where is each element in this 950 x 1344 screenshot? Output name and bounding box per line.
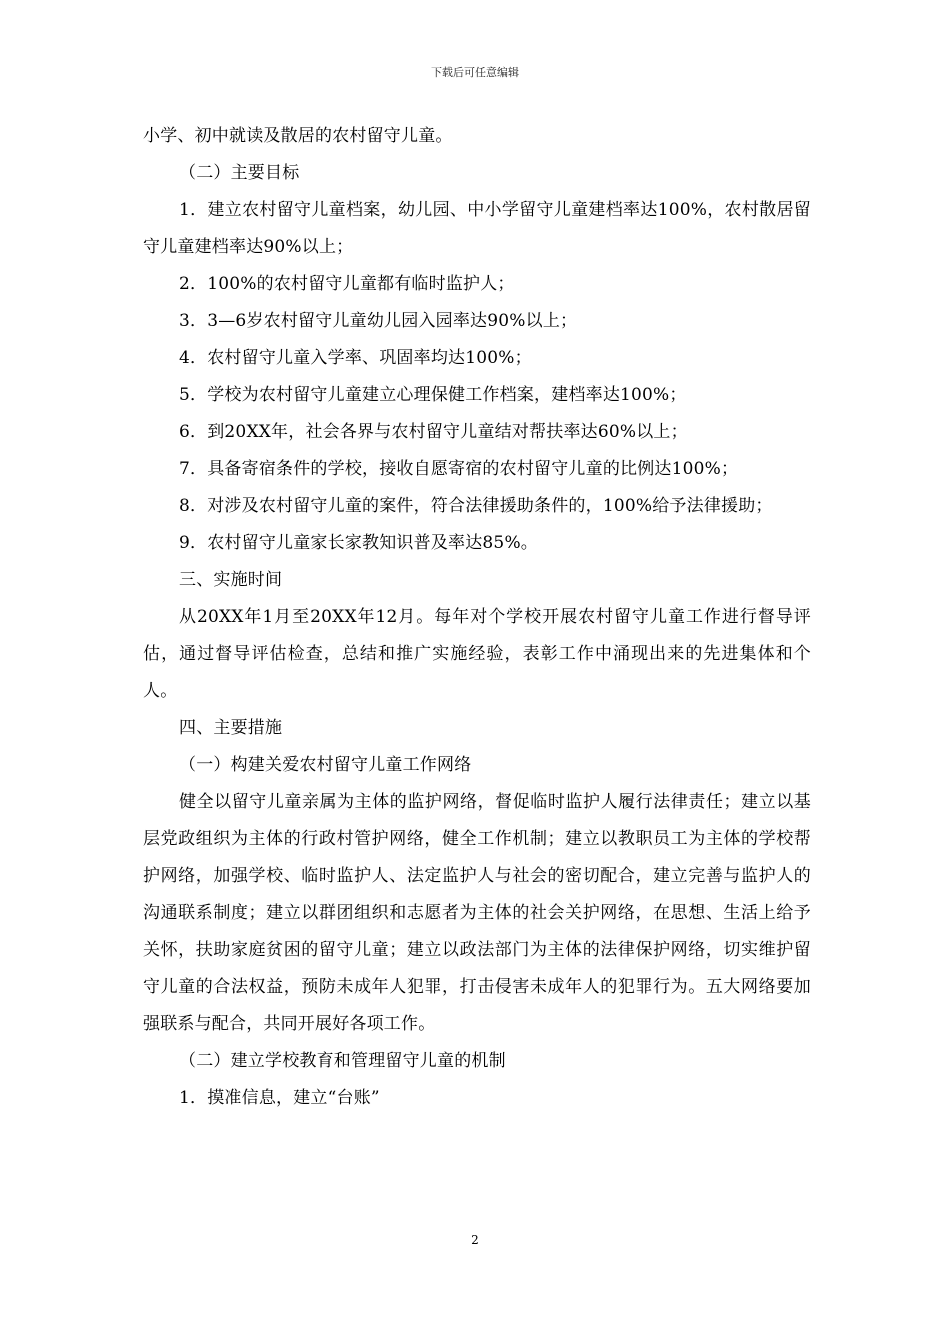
paragraph-continuation: 小学、初中就读及散居的农村留守儿童。 xyxy=(143,126,453,146)
subsection-heading-school-mechanism: （二）建立学校教育和管理留守儿童的机制 xyxy=(179,1051,506,1071)
goal-item-6: 6．到20XX年，社会各界与农村留守儿童结对帮扶率达60%以上； xyxy=(179,422,688,442)
goal-item-4: 4．农村留守儿童入学率、巩固率均达100%； xyxy=(179,348,532,368)
goal-item-1: 1．建立农村留守儿童档案，幼儿园、中小学留守儿童建档率达100%，农村散居留守儿童建档率达90%以上； xyxy=(143,200,811,257)
section-heading-main-goals: （二）主要目标 xyxy=(179,163,300,183)
goal-item-5: 5．学校为农村留守儿童建立心理保健工作档案，建档率达100%； xyxy=(179,385,687,405)
subsection-heading-network: （一）构建关爱农村留守儿童工作网络 xyxy=(179,755,472,775)
goal-item-2: 2．100%的农村留守儿童都有临时监护人； xyxy=(179,274,515,294)
goal-item-9: 9．农村留守儿童家长家教知识普及率达85%。 xyxy=(179,533,539,553)
measure-item-1: 1．摸准信息，建立“台账” xyxy=(179,1088,380,1108)
network-paragraph: 健全以留守儿童亲属为主体的监护网络，督促临时监护人履行法律责任；建立以基层党政组织为主体的行政村管护网络，健全工作机制；建立以教职员工为主体的学校帮护网络，加强学校、临时监护人、法定监护人与社会的密切配合，建立完善与监护人的沟通联系制度；建立以群团组织和志愿者为主体的社会关护网络，在思想、生活上给予关怀，扶助家庭贫困的留守儿童；建立以政法部门为主体的法律保护网络，切实维护留守儿童的合法权益，预防未成年人犯罪，打击侵害未成年人的犯罪行为。五大网络要加强联系与配合，共同开展好各项工作。 xyxy=(143,792,811,1034)
goal-item-7: 7．具备寄宿条件的学校，接收自愿寄宿的农村留守儿童的比例达100%； xyxy=(179,459,739,479)
page-number: 2 xyxy=(471,1233,479,1247)
section-heading-main-measures: 四、主要措施 xyxy=(179,718,283,738)
goal-item-8: 8．对涉及农村留守儿童的案件，符合法律援助条件的，100%给予法律援助； xyxy=(179,496,773,516)
document-body xyxy=(143,118,811,1117)
page-header: 下载后可任意编辑 xyxy=(431,66,519,79)
goal-item-3: 3．3—6岁农村留守儿童幼儿园入园率达90%以上； xyxy=(179,311,578,331)
implementation-time-paragraph: 从20XX年1月至20XX年12月。每年对个学校开展农村留守儿童工作进行督导评估，通过督导评估检查，总结和推广实施经验，表彰工作中涌现出来的先进集体和个人。 xyxy=(143,607,811,701)
section-heading-implementation-time: 三、实施时间 xyxy=(179,570,283,590)
